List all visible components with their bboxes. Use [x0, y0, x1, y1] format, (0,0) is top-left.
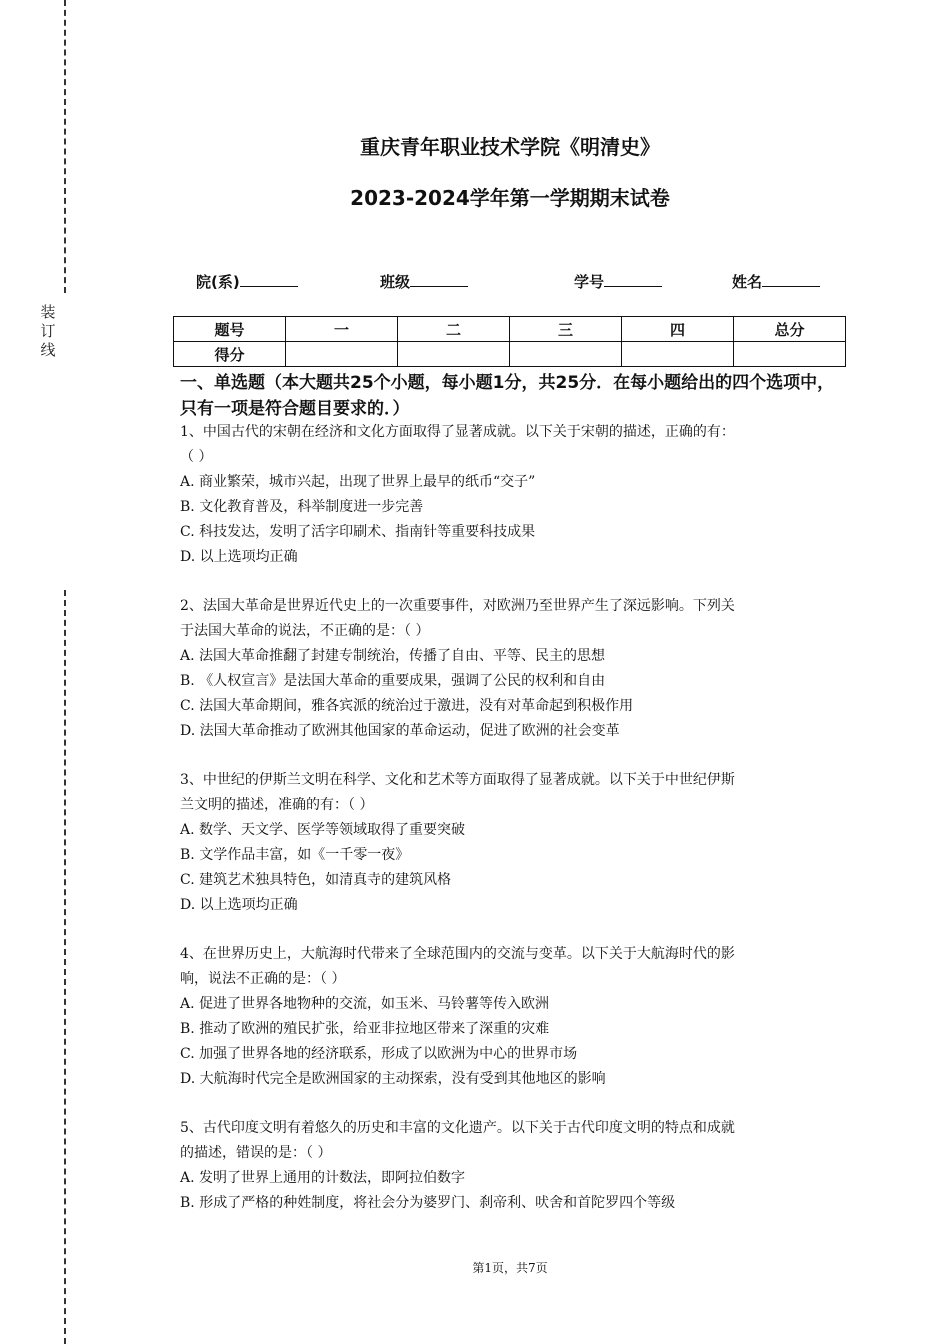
question-stem-line: 响，说法不正确的是：（ ） [180, 971, 346, 987]
score-cell[interactable] [734, 342, 846, 367]
score-cell[interactable] [398, 342, 510, 367]
page-number: 第1页，共7页 [472, 1261, 548, 1275]
question-5 [180, 1116, 845, 1216]
info-field-blank[interactable] [762, 270, 820, 287]
option-b: B. 文学作品丰富，如《一千零一夜》 [180, 847, 410, 863]
question-stem-line: （ ） [180, 449, 213, 465]
question-stem-line: 2、法国大革命是世界近代史上的一次重要事件，对欧洲乃至世界产生了深远影响。下列关 [180, 598, 735, 614]
section-heading: 一、单选题（本大题共25个小题，每小题1分，共25分．在每小题给出的四个选项中，只有一项是符合题目要求的．） [180, 373, 835, 419]
binding-label: 装订线 [40, 303, 56, 359]
score-table-header-cell: 总分 [734, 317, 846, 342]
info-field-department[interactable] [196, 270, 298, 292]
score-table-header-cell: 二 [398, 317, 510, 342]
option-a: A. 促进了世界各地物种的交流，如玉米、马铃薯等传入欧洲 [180, 996, 550, 1012]
score-table-score-row [174, 342, 846, 367]
info-field-blank[interactable] [604, 270, 662, 287]
question-stem-line: 于法国大革命的说法，不正确的是：（ ） [180, 623, 430, 639]
exam-title-line2: 2023-2024学年第一学期期末试卷 [350, 186, 670, 210]
info-field-name[interactable] [732, 270, 820, 292]
option-c: C. 建筑艺术独具特色，如清真寺的建筑风格 [180, 872, 452, 888]
option-a: A. 法国大革命推翻了封建专制统治，传播了自由、平等、民主的思想 [180, 648, 606, 664]
option-d: D. 法国大革命推动了欧洲其他国家的革命运动，促进了欧洲的社会变革 [180, 723, 620, 739]
option-d: D. 以上选项均正确 [180, 897, 298, 913]
score-table-row-label: 得分 [174, 342, 286, 367]
option-b: B. 《人权宣言》是法国大革命的重要成果，强调了公民的权利和自由 [180, 673, 606, 689]
info-field-label: 学号 [574, 273, 605, 291]
question-3 [180, 768, 845, 918]
score-table-header-row [174, 317, 846, 342]
info-field-label: 班级 [380, 273, 411, 291]
score-table-header-cell: 四 [622, 317, 734, 342]
option-d: D. 以上选项均正确 [180, 549, 298, 565]
info-field-blank[interactable] [240, 270, 298, 287]
option-d: D. 大航海时代完全是欧洲国家的主动探索，没有受到其他地区的影响 [180, 1071, 606, 1087]
score-table [173, 316, 846, 367]
exam-title-line1: 重庆青年职业技术学院《明清史》 [360, 135, 660, 159]
question-1 [180, 420, 845, 570]
option-a: A. 发明了世界上通用的计数法，即阿拉伯数字 [180, 1170, 466, 1186]
option-c: C. 科技发达，发明了活字印刷术、指南针等重要科技成果 [180, 524, 536, 540]
option-a: A. 数学、天文学、医学等领域取得了重要突破 [180, 822, 466, 838]
info-field-student-id[interactable] [574, 270, 662, 292]
question-stem-line: 4、在世界历史上，大航海时代带来了全球范围内的交流与变革。以下关于大航海时代的影 [180, 946, 735, 962]
option-b: B. 形成了严格的种姓制度，将社会分为婆罗门、刹帝利、吠舍和首陀罗四个等级 [180, 1195, 676, 1211]
question-4 [180, 942, 845, 1092]
info-field-class[interactable] [380, 270, 468, 292]
question-stem-line: 的描述，错误的是：（ ） [180, 1145, 332, 1161]
question-stem-line: 3、中世纪的伊斯兰文明在科学、文化和艺术等方面取得了显著成就。以下关于中世纪伊斯 [180, 772, 735, 788]
info-field-blank[interactable] [410, 270, 468, 287]
option-c: C. 法国大革命期间，雅各宾派的统治过于激进，没有对革命起到积极作用 [180, 698, 634, 714]
option-a: A. 商业繁荣，城市兴起，出现了世界上最早的纸币“交子” [180, 474, 536, 490]
score-cell[interactable] [622, 342, 734, 367]
score-cell[interactable] [510, 342, 622, 367]
score-cell[interactable] [286, 342, 398, 367]
score-table-header-cell: 三 [510, 317, 622, 342]
question-stem-line: 5、古代印度文明有着悠久的历史和丰富的文化遗产。以下关于古代印度文明的特点和成就 [180, 1120, 735, 1136]
info-field-label: 院(系) [196, 273, 240, 291]
binding-dashed-line-bottom [64, 590, 66, 1344]
option-b: B. 文化教育普及，科举制度进一步完善 [180, 499, 424, 515]
question-2 [180, 594, 845, 744]
option-c: C. 加强了世界各地的经济联系，形成了以欧洲为中心的世界市场 [180, 1046, 578, 1062]
question-stem-line: 兰文明的描述，准确的有：（ ） [180, 797, 374, 813]
question-stem-line: 1、中国古代的宋朝在经济和文化方面取得了显著成就。以下关于宋朝的描述，正确的有： [180, 424, 735, 440]
score-table-header-cell: 一 [286, 317, 398, 342]
info-field-label: 姓名 [732, 273, 763, 291]
option-b: B. 推动了欧洲的殖民扩张，给亚非拉地区带来了深重的灾难 [180, 1021, 550, 1037]
score-table-header-cell: 题号 [174, 317, 286, 342]
